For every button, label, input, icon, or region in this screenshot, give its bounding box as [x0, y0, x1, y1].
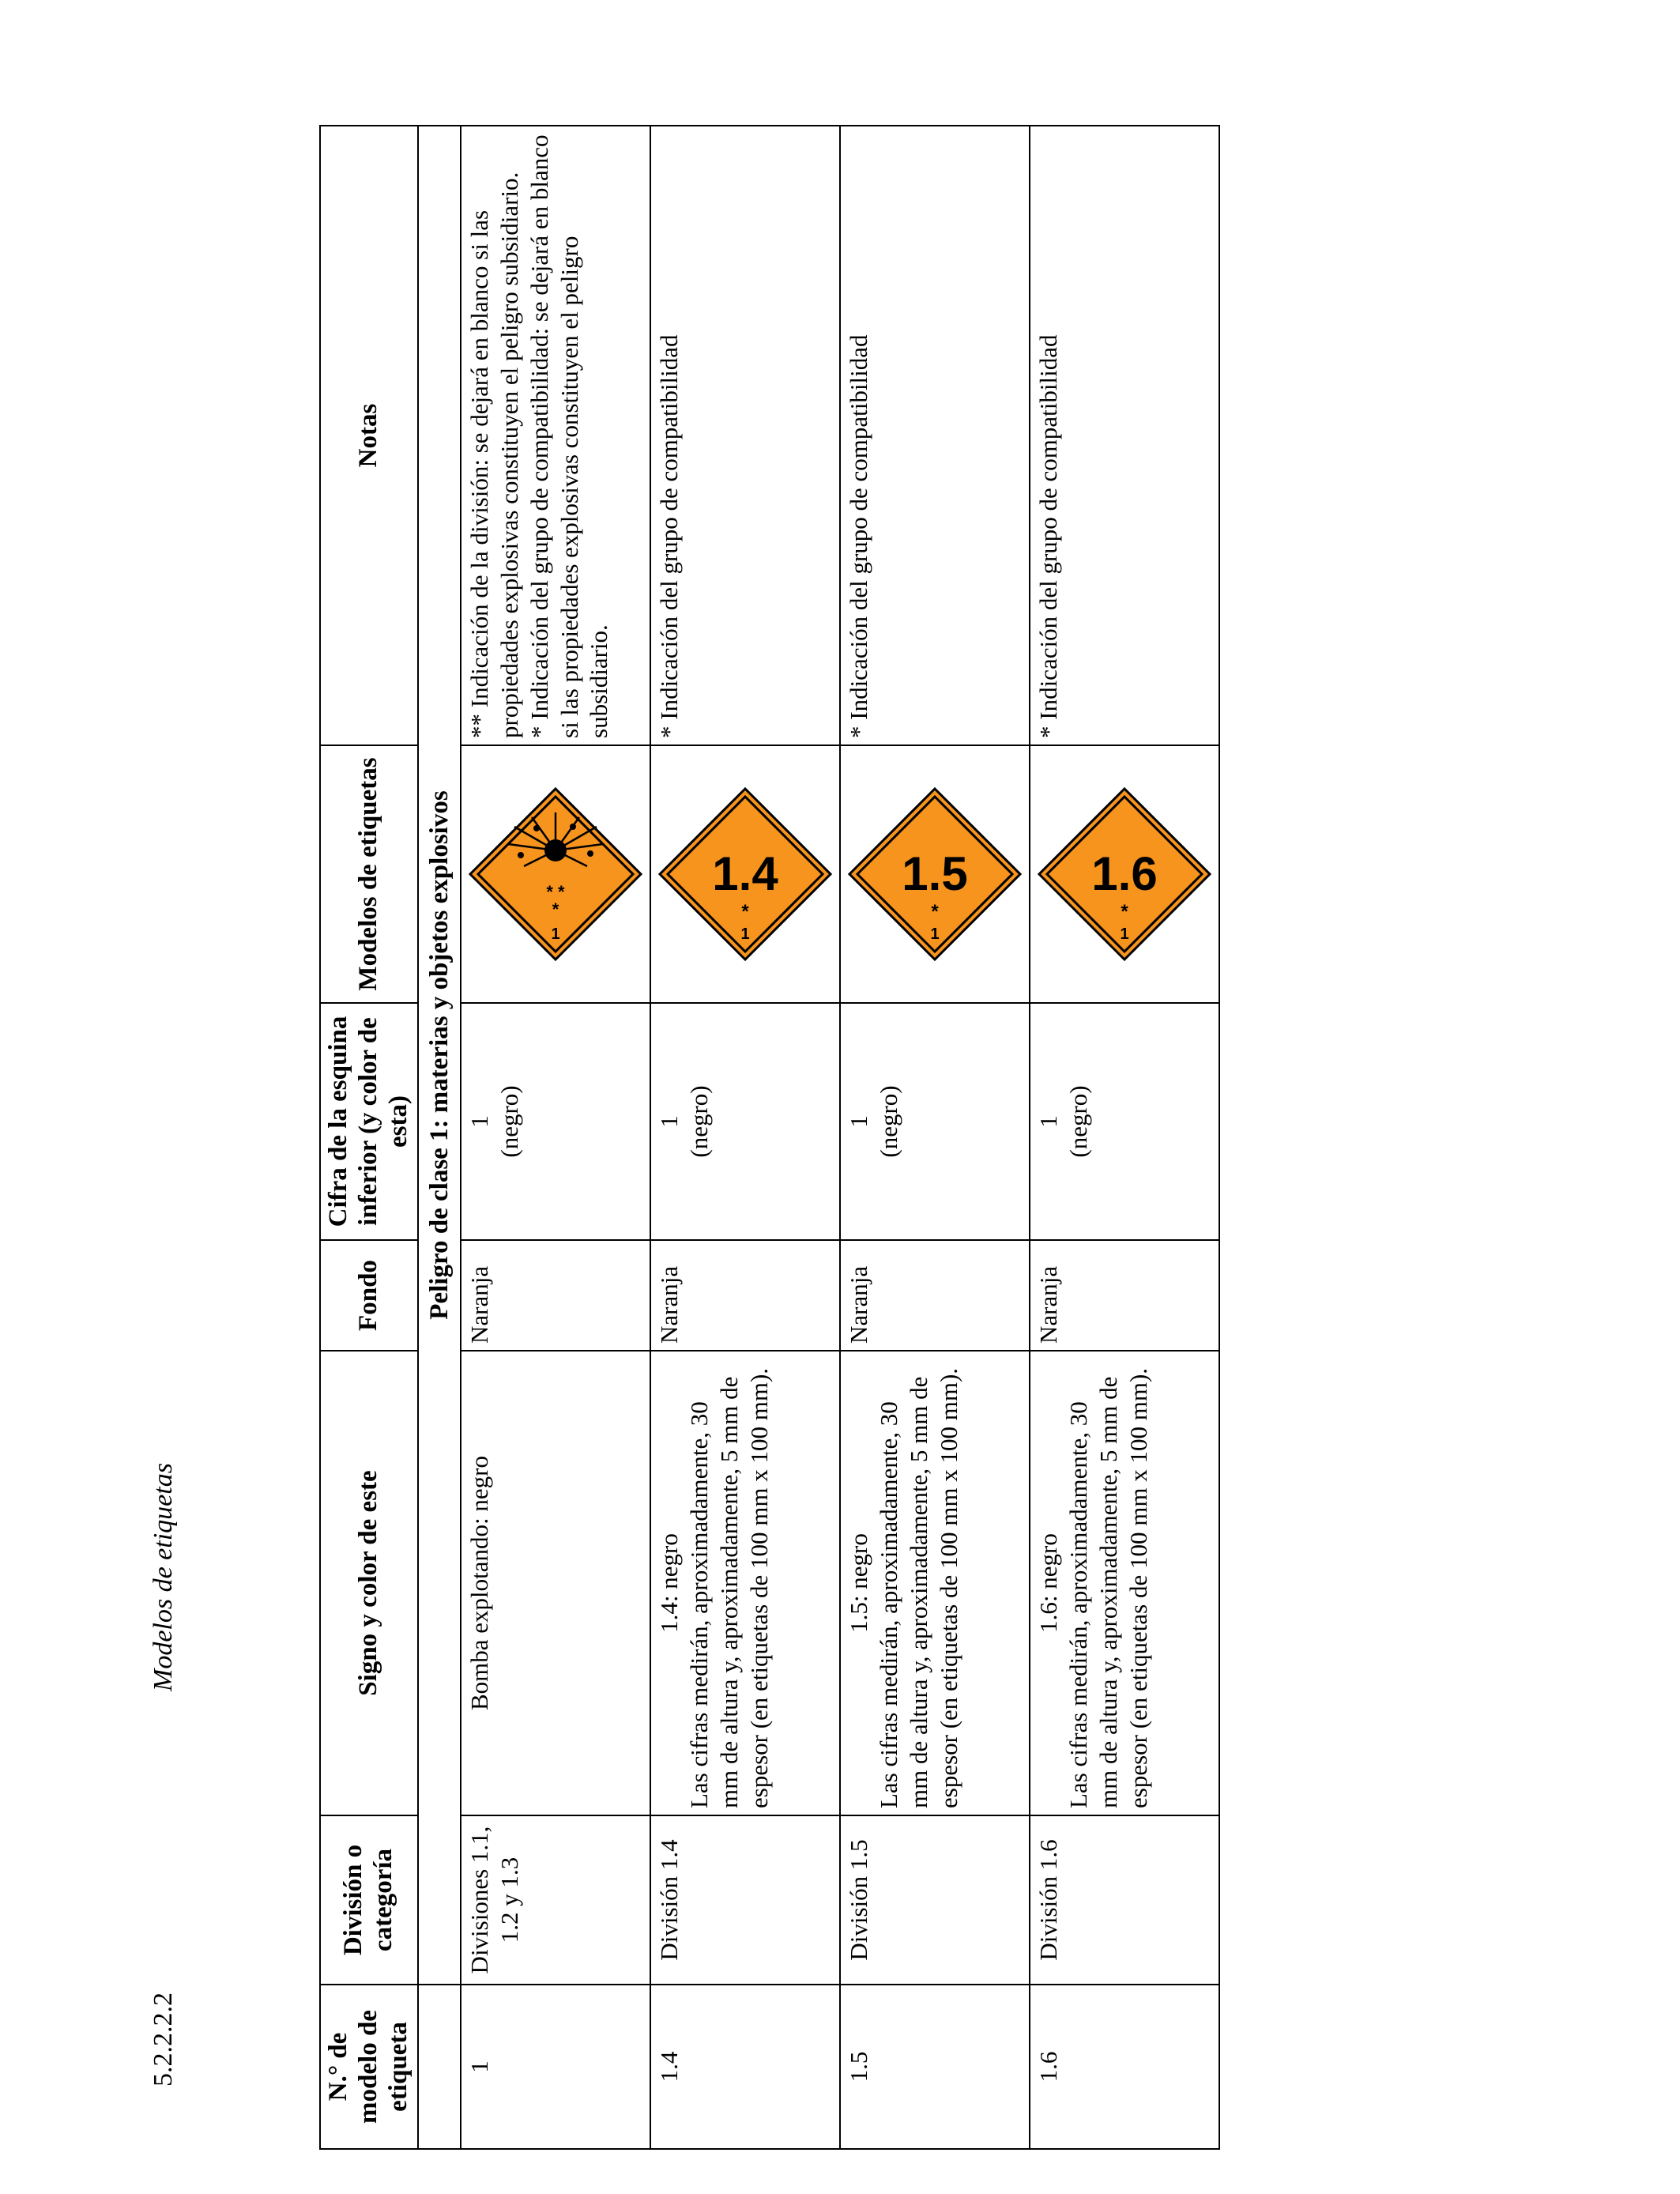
row-figure: [1030, 1003, 1219, 1240]
row-background: Naranja: [840, 1240, 1030, 1351]
header-bg: Fondo: [320, 1240, 418, 1351]
table-row: [1030, 126, 1219, 2149]
class-title-row: [418, 126, 461, 2149]
label-diamond-1: [658, 756, 832, 993]
note-text: * Indicación del grupo de compatibilidad: [655, 334, 684, 738]
row-num: 1.4: [650, 1985, 840, 2149]
figure-color: (negro): [495, 1085, 523, 1158]
row-notes: [1030, 126, 1219, 745]
note-text: ** Indicación de la división: se dejará en blanco si las propiedades explosivas constituyen el peligro subsidiario.: [465, 172, 523, 738]
label-class-digit: 1: [930, 925, 940, 943]
label-diamond-0: [469, 756, 642, 993]
class-title: Peligro de clase 1: materias y objetos explosivos: [418, 126, 461, 1985]
figure-color: (negro): [684, 1085, 713, 1158]
row-num: 1.6: [1030, 1985, 1219, 2149]
note-text: * Indicación del grupo de compatibilidad: [845, 334, 873, 738]
row-division: División 1.5: [840, 1815, 1030, 1985]
sign-description: Las cifras medirán, aproximadamente, 30 mm de altura y, aproximadamente, 5 mm de espesor (en etiquetas de 100 mm x 100 mm).: [684, 1367, 773, 1808]
row-notes: [650, 126, 840, 745]
sign-description: Las cifras medirán, aproximadamente, 30 mm de altura y, aproximadamente, 5 mm de espesor (en etiquetas de 100 mm x 100 mm).: [874, 1367, 962, 1808]
figure-number: 1: [1034, 1115, 1063, 1128]
label-compat-mark: *: [741, 901, 749, 922]
row-division: División 1.6: [1030, 1815, 1219, 1985]
row-figure: [650, 1003, 840, 1240]
table-row: [650, 126, 840, 2149]
label-diamond-3: [1038, 756, 1211, 993]
row-sign: [461, 1351, 650, 1815]
labels-table: [319, 125, 1220, 2150]
label-compat-mark: *: [931, 901, 939, 922]
row-num: 1.5: [840, 1985, 1030, 2149]
row-figure: [840, 1003, 1030, 1240]
row-num: 1: [461, 1985, 650, 2149]
note-text: * Indicación del grupo de compatibilidad: se dejará en blanco si las propiedades explosivas constituyen el peligro subsidiario.: [525, 134, 613, 738]
header-division: División o categoría: [320, 1815, 418, 1985]
row-division: División 1.4: [650, 1815, 840, 1985]
note-text: * Indicación del grupo de compatibilidad: [1034, 334, 1063, 738]
sign-description: Las cifras medirán, aproximadamente, 30 mm de altura y, aproximadamente, 5 mm de espesor (en etiquetas de 100 mm x 100 mm).: [1064, 1367, 1152, 1808]
label-class-digit: 1: [740, 925, 750, 943]
row-division: Divisiones 1.1, 1.2 y 1.3: [461, 1815, 650, 1985]
row-label-model: [1030, 745, 1219, 1003]
row-sign: [840, 1351, 1030, 1815]
table-row: [461, 126, 650, 2149]
header-figure: Cifra de la esquina inferior (y color de esta): [320, 1003, 418, 1240]
section-title: Modelos de etiquetas: [149, 1463, 178, 1691]
figure-color: (negro): [1064, 1085, 1092, 1158]
row-background: Naranja: [1030, 1240, 1219, 1351]
label-division-text: 1.4: [712, 847, 778, 900]
header-row: [320, 126, 418, 2149]
row-sign: [650, 1351, 840, 1815]
label-class-digit: 1: [1120, 925, 1129, 943]
label-division-marks: * *: [546, 882, 565, 902]
figure-color: (negro): [874, 1085, 902, 1158]
header-num: N.° de modelo de etiqueta: [320, 1985, 418, 2149]
row-sign: [1030, 1351, 1219, 1815]
sign-title: Bomba explotando: negro: [465, 1456, 494, 1710]
row-notes: [840, 126, 1030, 745]
figure-number: 1: [465, 1115, 494, 1128]
figure-number: 1: [845, 1115, 873, 1128]
row-background: Naranja: [650, 1240, 840, 1351]
label-division-text: 1.6: [1091, 847, 1158, 900]
figure-number: 1: [655, 1115, 684, 1128]
header-sign: Signo y color de este: [320, 1351, 418, 1815]
row-label-model: [461, 745, 650, 1003]
row-figure: [461, 1003, 650, 1240]
sign-title: 1.5: negro: [845, 1533, 873, 1633]
label-compat-mark: *: [1121, 901, 1128, 922]
row-background: Naranja: [461, 1240, 650, 1351]
label-compat-mark: *: [552, 899, 559, 919]
row-label-model: [840, 745, 1030, 1003]
label-diamond-2: [848, 756, 1022, 993]
header-notes: Notas: [320, 126, 418, 745]
label-division-text: 1.5: [902, 847, 968, 900]
sign-title: 1.4: negro: [655, 1533, 684, 1633]
row-notes: [461, 126, 650, 745]
label-class-digit: 1: [551, 925, 560, 943]
section-number: 5.2.2.2.2: [149, 1992, 178, 2087]
row-label-model: [650, 745, 840, 1003]
sign-title: 1.6: negro: [1034, 1533, 1063, 1633]
table-row: [840, 126, 1030, 2149]
header-models: Modelos de etiquetas: [320, 745, 418, 1003]
